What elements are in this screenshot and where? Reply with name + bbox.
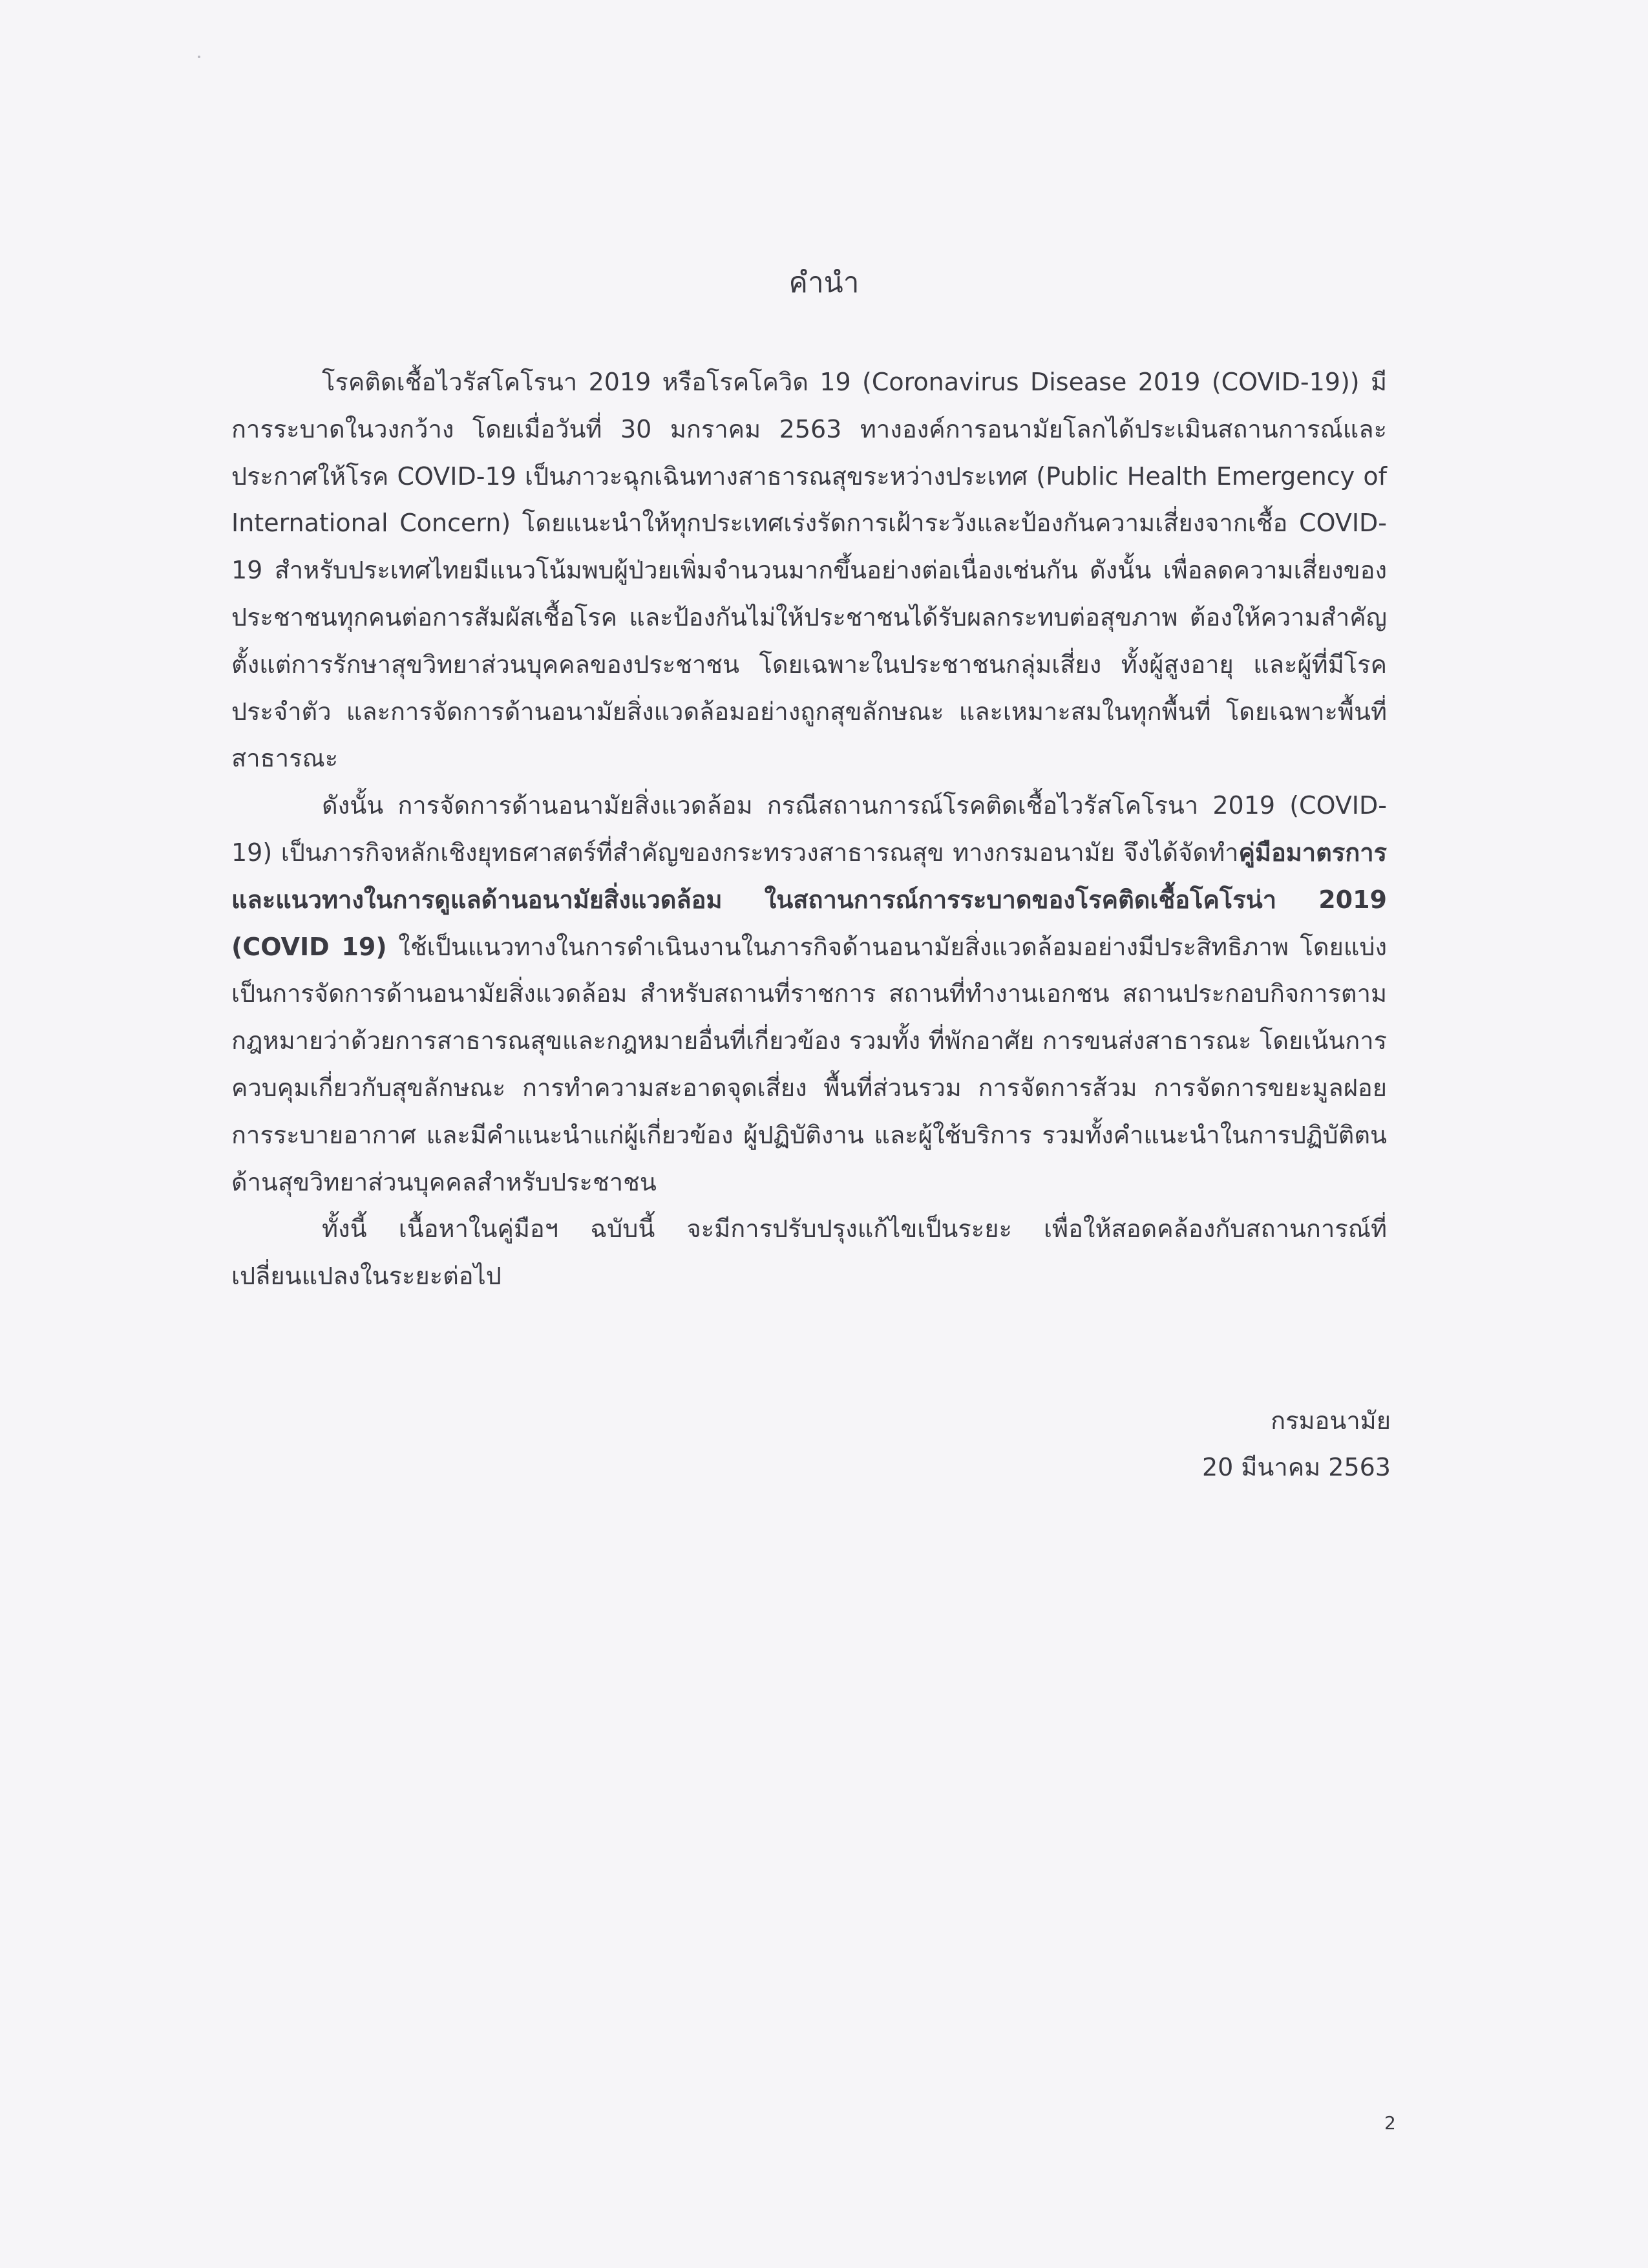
document-body: [231, 359, 1387, 1300]
signature-block: [1202, 1397, 1391, 1490]
paragraph-purpose-start: ดังนั้น การจัดการด้านอนามัยสิ่งแวดล้อม กรณีสถานการณ์โรคติดเชื้อไวรัสโคโรนา 2019 (COVID-19) เป็นภารกิจหลักเชิงยุทธศาสตร์ที่สำคัญของกระทรวงสาธารณสุข ทางกรมอนามัย จึงได้จัดทำ: [231, 791, 1387, 867]
paragraph-intro: โรคติดเชื้อไวรัสโคโรนา 2019 หรือโรคโควิด 19 (Coronavirus Disease 2019 (COVID-19)) มีการระบาดในวงกว้าง โดยเมื่อวันที่ 30 มกราคม 2563 ทางองค์การอนามัยโลกได้ประเมินสถานการณ์และประกาศให้โรค COVID-19 เป็นภาวะฉุกเฉินทางสาธารณสุขระหว่างประเทศ (Public Health Emergency of International Concern) โดยแนะนำให้ทุกประเทศเร่งรัดการเฝ้าระวังและป้องกันความเสี่ยงจากเชื้อ COVID-19 สำหรับประเทศไทยมีแนวโน้มพบผู้ป่วยเพิ่มจำนวนมากขึ้นอย่างต่อเนื่องเช่นกัน ดังนั้น เพื่อลดความเสี่ยงของประชาชนทุกคนต่อการสัมผัสเชื้อโรค และป้องกันไม่ให้ประชาชนได้รับผลกระทบต่อสุขภาพ ต้องให้ความสำคัญตั้งแต่การรักษาสุขวิทยาส่วนบุคคลของประชาชน โดยเฉพาะในประชาชนกลุ่มเสี่ยง ทั้งผู้สูงอายุ และผู้ที่มีโรคประจำตัว และการจัดการด้านอนามัยสิ่งแวดล้อมอย่างถูกสุขลักษณะ และเหมาะสมในทุกพื้นที่ โดยเฉพาะพื้นที่สาธารณะ: [231, 368, 1387, 773]
signature-date: 20 มีนาคม 2563: [1201, 1453, 1391, 1481]
manual-title-bold: คู่มือมาตรการและแนวทางในการดูแลด้านอนามัยสิ่งแวดล้อม ในสถานการณ์การระบาดของโรคติดเชื้อโคโรน่า 2019 (COVID 19): [231, 838, 1387, 961]
scan-speck: [198, 56, 200, 58]
signature-organization: กรมอนามัย: [1271, 1406, 1391, 1435]
paragraph-purpose: [231, 782, 1387, 1205]
paragraph-purpose-end: ใช้เป็นแนวทางในการดำเนินงานในภารกิจด้านอนามัยสิ่งแวดล้อมอย่างมีประสิทธิภาพ โดยแบ่งเป็นการจัดการด้านอนามัยสิ่งแวดล้อม สำหรับสถานที่ราชการ สถานที่ทำงานเอกชน สถานประกอบกิจการตามกฎหมายว่าด้วยการสาธารณสุขและกฎหมายอื่นที่เกี่ยวข้อง รวมทั้ง ที่พักอาศัย การขนส่งสาธารณะ โดยเน้นการควบคุมเกี่ยวกับสุขลักษณะ การทำความสะอาดจุดเสี่ยง พื้นที่ส่วนรวม การจัดการส้วม การจัดการขยะมูลฝอย การระบายอากาศ และมีคำแนะนำแก่ผู้เกี่ยวข้อง ผู้ปฏิบัติงาน และผู้ใช้บริการ รวมทั้งคำแนะนำในการปฏิบัติตนด้านสุขวิทยาส่วนบุคคลสำหรับประชาชน: [231, 932, 1388, 1196]
paragraph-update-note: ทั้งนี้ เนื้อหาในคู่มือฯ ฉบับนี้ จะมีการปรับปรุงแก้ไขเป็นระยะ เพื่อให้สอดคล้องกับสถานการณ์ที่เปลี่ยนแปลงในระยะต่อไป: [231, 1214, 1387, 1291]
page-number: 2: [1384, 2112, 1396, 2134]
page-title: คำนำ: [788, 266, 860, 299]
